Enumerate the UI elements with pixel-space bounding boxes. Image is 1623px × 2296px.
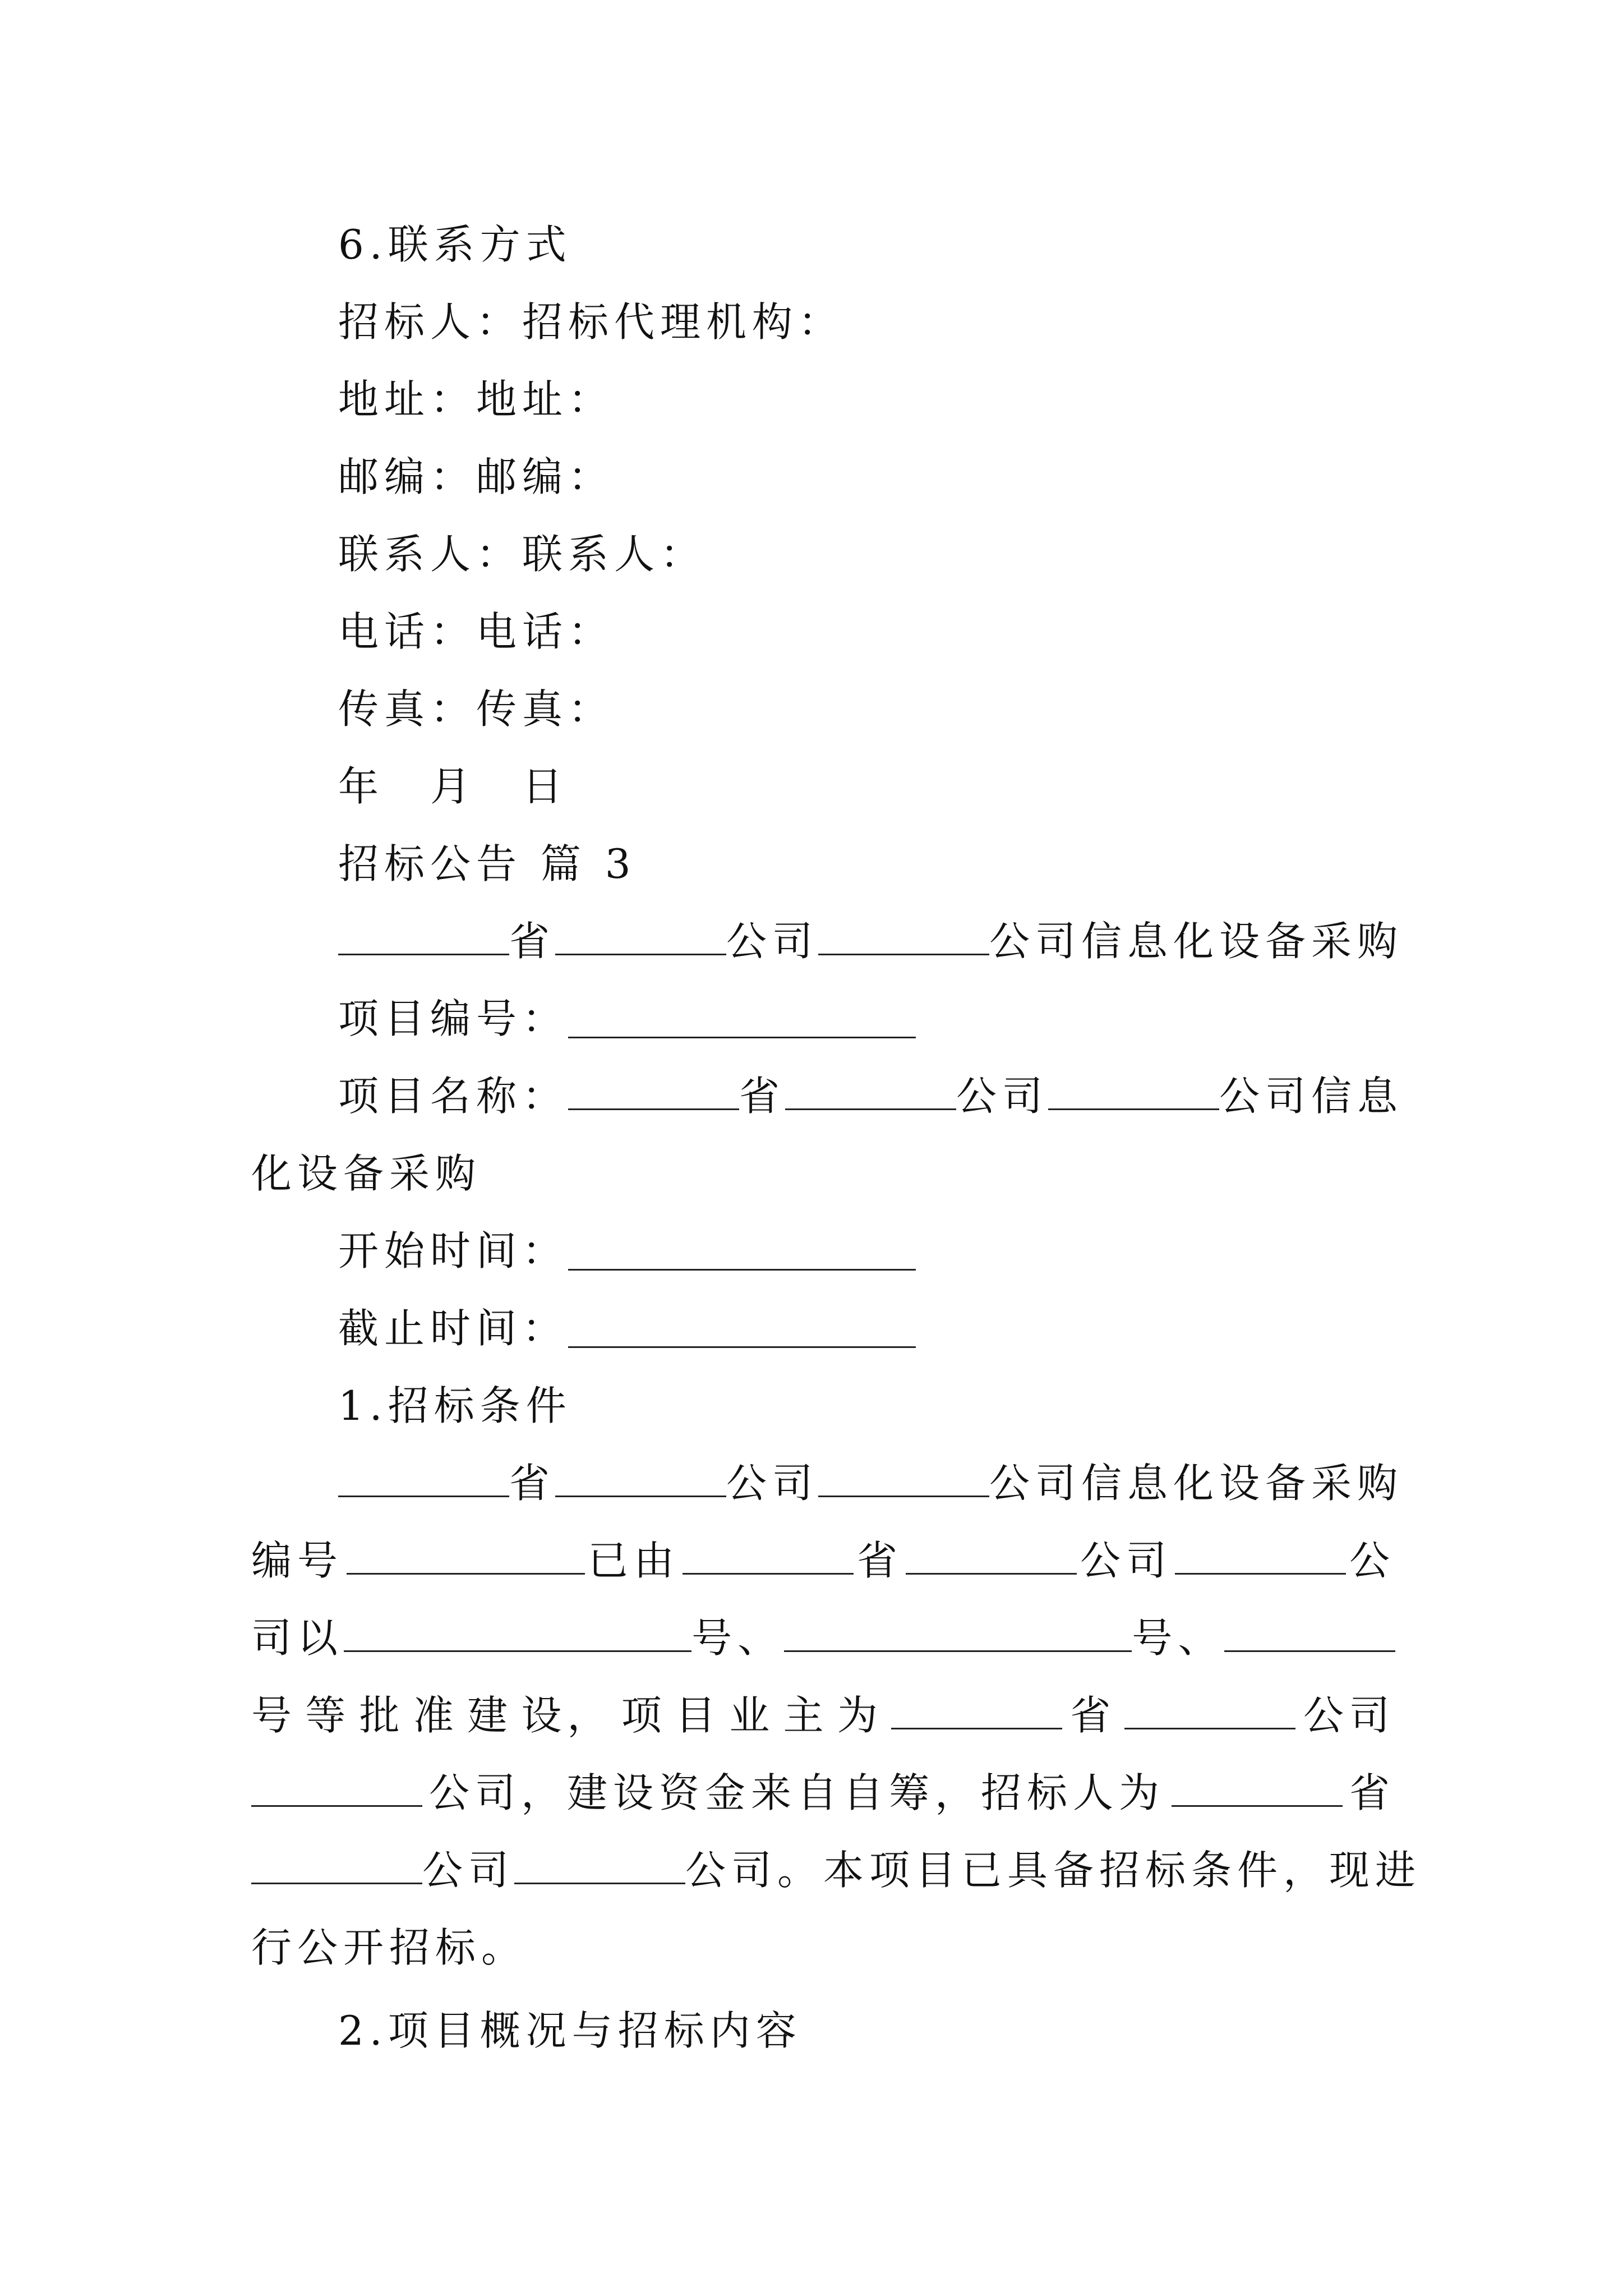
section-heading-overview: 2.项目概况与招标内容 (338, 2007, 802, 2054)
conditions-line-6 (251, 1832, 1422, 1909)
start-time-line (251, 1212, 1395, 1290)
blank-field (784, 1611, 1132, 1652)
blank-field (785, 1069, 956, 1110)
text-fragment: 公 (1349, 1537, 1395, 1584)
blank-field (1224, 1611, 1395, 1652)
text-fragment: 公司，建设资金来自自筹，招标人为 (428, 1769, 1165, 1816)
text-fragment: 等 (305, 1692, 352, 1739)
blank-field (338, 914, 509, 955)
date-line: 年 月 日 (338, 763, 569, 810)
blank-field (347, 1534, 585, 1575)
end-time-line (251, 1290, 1395, 1367)
text-fragment: 目 (675, 1692, 721, 1739)
article-title: 招标公告 篇 3 (338, 840, 637, 887)
text-fragment: 司以 (251, 1614, 344, 1662)
contact-line-address: 地址：地址： (338, 376, 615, 423)
text-fragment: 号、 (691, 1614, 784, 1662)
conditions-line-4 (251, 1677, 1395, 1754)
text-fragment: 项 (621, 1692, 667, 1739)
blank-field (1172, 1766, 1343, 1807)
field-label: 项目名称： (338, 1073, 569, 1120)
text-fragment: 省 (509, 918, 556, 965)
field-label: 截止时间： (338, 1305, 569, 1352)
blank-field (568, 1230, 916, 1271)
text-fragment: 公司信息化设备采购 (989, 1460, 1404, 1507)
text-fragment: 编号 (251, 1537, 344, 1584)
text-fragment: 为 (837, 1692, 883, 1739)
text-fragment: 批 (359, 1692, 405, 1739)
notice-title-line (251, 903, 1404, 980)
text-fragment: 公司信息 (1219, 1073, 1404, 1120)
text-fragment: 业 (729, 1692, 776, 1739)
contact-line-contact-person: 联系人：联系人： (338, 531, 707, 578)
text-fragment: 公司信息化设备采购 (989, 918, 1404, 965)
blank-field (1048, 1069, 1219, 1110)
text-fragment: 公司 (1080, 1537, 1172, 1584)
project-name-wrap: 化设备采购 (251, 1150, 482, 1197)
text-fragment: 公司。本项目已具备招标条件，现进 (685, 1847, 1422, 1894)
section-heading-conditions: 1.招标条件 (338, 1382, 572, 1429)
blank-field (683, 1534, 854, 1575)
blank-field (251, 1843, 422, 1884)
contact-line-fax: 传真：传真： (338, 685, 615, 733)
blank-field (568, 1069, 739, 1110)
text-fragment: 公司 (726, 918, 819, 965)
conditions-line-5 (251, 1754, 1395, 1832)
contact-line-tenderer: 招标人：招标代理机构： (338, 298, 845, 346)
blank-field (906, 1534, 1077, 1575)
conditions-line-2 (251, 1522, 1395, 1599)
contact-line-postcode: 邮编：邮编： (338, 453, 615, 500)
blank-field (568, 1307, 916, 1348)
project-number-line (251, 980, 1395, 1057)
text-fragment: 设， (521, 1692, 614, 1739)
blank-field (568, 997, 916, 1038)
text-fragment: 省 (739, 1073, 786, 1120)
blank-field (818, 914, 989, 955)
text-fragment: 省 (1070, 1692, 1117, 1739)
blank-field (1124, 1688, 1295, 1729)
text-fragment: 号、 (1132, 1614, 1224, 1662)
text-fragment: 准 (413, 1692, 459, 1739)
conditions-line-1 (251, 1444, 1404, 1522)
blank-field (555, 1456, 726, 1497)
text-fragment: 号 (251, 1692, 298, 1739)
blank-field (555, 914, 726, 955)
text-fragment: 公司 (726, 1460, 819, 1507)
conditions-line-7: 行公开招标。 (251, 1924, 528, 1971)
conditions-line-3 (251, 1599, 1395, 1677)
contact-line-phone: 电话：电话： (338, 608, 615, 655)
section-heading-contact: 6.联系方式 (338, 221, 572, 268)
text-fragment: 已由 (587, 1537, 680, 1584)
field-label: 开始时间： (338, 1227, 569, 1274)
blank-field (344, 1611, 691, 1652)
text-fragment: 公司 (1303, 1692, 1395, 1739)
text-fragment: 公司 (422, 1847, 515, 1894)
text-fragment: 省 (856, 1537, 903, 1584)
text-fragment: 省 (509, 1460, 556, 1507)
text-fragment: 建 (467, 1692, 514, 1739)
blank-field (891, 1688, 1062, 1729)
blank-field (251, 1766, 422, 1807)
project-name-line (251, 1057, 1404, 1135)
text-fragment: 省 (1349, 1769, 1395, 1816)
document-body (251, 206, 1422, 2069)
blank-field (514, 1843, 685, 1884)
field-label: 项目编号： (338, 995, 569, 1042)
blank-field (1175, 1534, 1346, 1575)
blank-field (818, 1456, 989, 1497)
text-fragment: 主 (783, 1692, 829, 1739)
text-fragment: 公司 (956, 1073, 1049, 1120)
blank-field (338, 1456, 509, 1497)
